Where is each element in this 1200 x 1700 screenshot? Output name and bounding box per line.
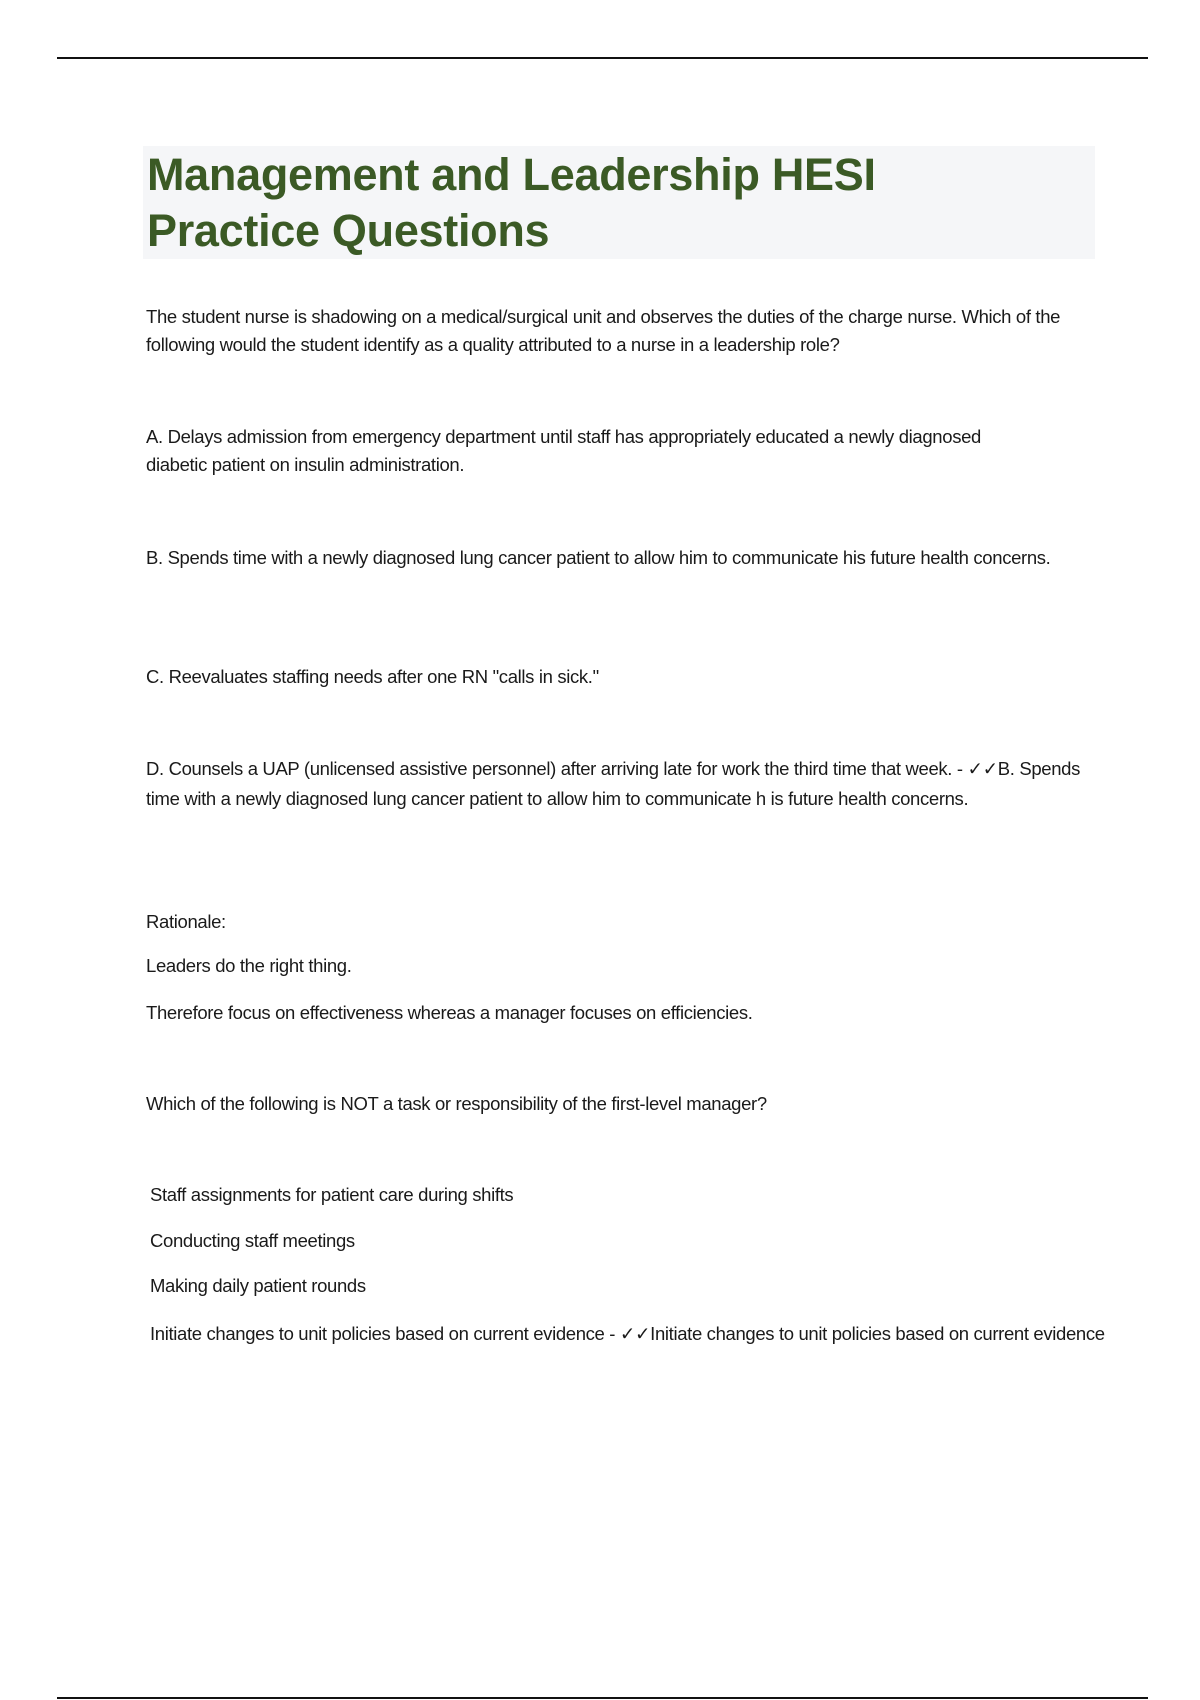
bottom-rule [57,1697,1148,1699]
question-1-option-b: B. Spends time with a newly diagnosed lung cancer patient to allow him to communicate his future health concerns. [146,547,1051,568]
top-rule [57,57,1148,59]
question-1-stem: The student nurse is shadowing on a medical/surgical unit and observes the duties of the charge nurse. Which of the following would the student identify as a quality attributed to a nurse in a leadership role? [146,306,1061,355]
question-2-option: Staff assignments for patient care during shifts [150,1184,514,1205]
rationale-label: Rationale: [146,911,226,932]
rationale-line: Therefore focus on effectiveness whereas a manager focuses on efficiencies. [146,1002,753,1023]
document-title: Management and Leadership HESI Practice Questions [147,149,876,256]
question-2-stem: Which of the following is NOT a task or responsibility of the first-level manager? [146,1093,767,1114]
rationale-line: Leaders do the right thing. [146,955,352,976]
question-2-option-with-answer: Initiate changes to unit policies based on current evidence - ✓✓Initiate changes to unit policies based on current evidence [150,1323,1105,1344]
question-2-option: Making daily patient rounds [150,1275,366,1296]
question-1-option-d-with-answer: D. Counsels a UAP (unlicensed assistive personnel) after arriving late for work the third time that week. - ✓✓B. Spends time with a newly diagnosed lung cancer patient to allow him to communicate h is future health concerns. [146,758,1080,809]
question-1-option-a: A. Delays admission from emergency department until staff has appropriately educated a newly diagnosed diabetic patient on insulin administration. [146,426,981,475]
question-1-option-c: C. Reevaluates staffing needs after one RN "calls in sick." [146,666,599,687]
question-2-option: Conducting staff meetings [150,1230,355,1251]
